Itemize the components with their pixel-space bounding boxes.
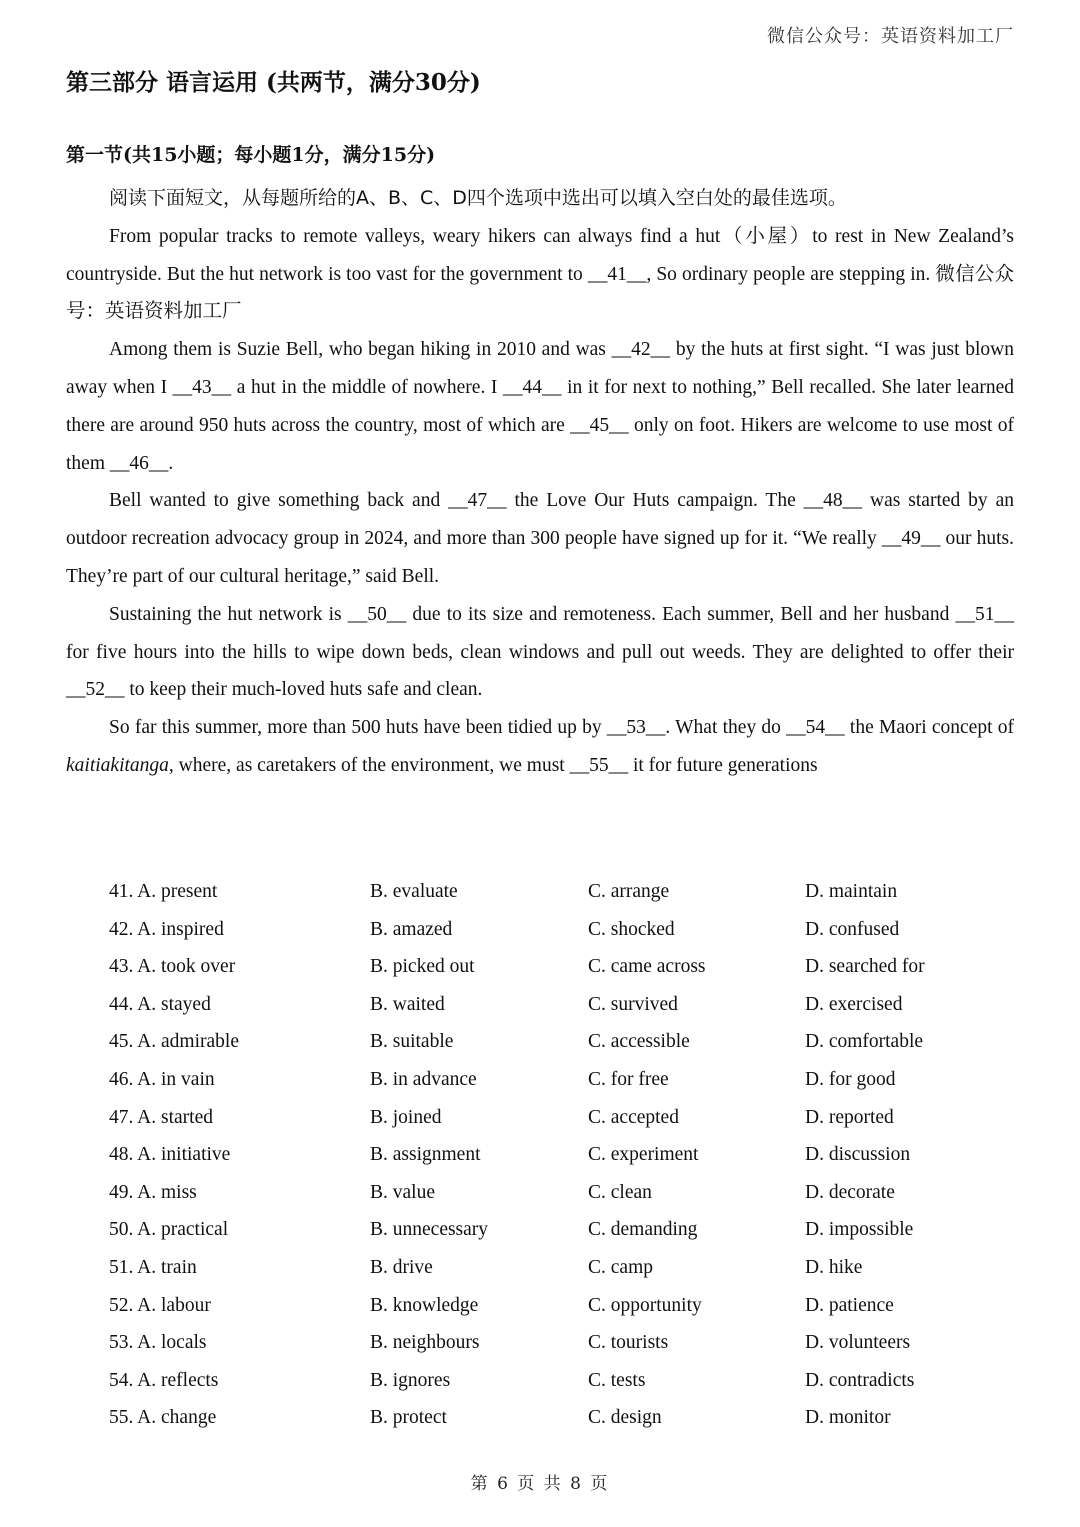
option-c: C. tests: [588, 1369, 646, 1391]
option-b: B. evaluate: [370, 881, 458, 902]
option-c: C. came across: [588, 956, 706, 978]
option-d: D. decorate: [805, 1181, 895, 1203]
option-a: 45. A. admirable: [109, 1031, 239, 1053]
option-a: 46. A. in vain: [109, 1068, 215, 1090]
question-row: [109, 1399, 1009, 1437]
instruction: 阅读下面短文，从每题所给的A、B、C、D四个选项中选出可以填入空白处的最佳选项。: [109, 187, 847, 209]
option-c: C. clean: [588, 1181, 652, 1203]
option-c: C. demanding: [588, 1219, 698, 1241]
option-d: D. reported: [805, 1106, 894, 1128]
section-title: 第一节(共15小题；每小题1分，满分15分): [66, 144, 436, 166]
option-d: D. exercised: [805, 993, 903, 1015]
question-row: [109, 1061, 1009, 1099]
option-d: D. discussion: [805, 1144, 911, 1166]
question-row: [109, 1136, 1009, 1174]
passage-paragraph: Among them is Suzie Bell, who began hiking in 2010 and was __42__ by the huts at first sight. “I was just blown away when I __43__ a hut in the middle of nowhere. I __44__ in it for next to nothing,” Bell recalled. She later learned there are around 950 huts across the country, most of which are __45__ only on foot. Hikers are welcome to use most of them __46__.: [66, 339, 1014, 474]
option-b: B. picked out: [370, 956, 475, 978]
question-row: [109, 986, 1009, 1024]
option-c: C. for free: [588, 1068, 669, 1090]
italic-term: kaitiakitanga: [66, 754, 169, 776]
page-number: 第 6 页 共 8 页: [470, 1474, 610, 1494]
option-c: C. tourists: [588, 1332, 669, 1354]
option-c: C. shocked: [588, 918, 675, 940]
question-row: [109, 1249, 1009, 1287]
option-b: B. amazed: [370, 918, 453, 940]
part-title: 第三部分 语言运用 (共两节，满分30分): [66, 69, 481, 96]
option-d: D. hike: [805, 1256, 863, 1278]
option-c: C. opportunity: [588, 1294, 702, 1316]
question-row: [109, 1023, 1009, 1061]
option-b: B. protect: [370, 1407, 447, 1429]
option-d: D. patience: [805, 1294, 894, 1316]
passage-paragraph: [66, 709, 1014, 785]
passage: [66, 180, 1014, 785]
question-row: [109, 1287, 1009, 1325]
option-c: C. arrange: [588, 881, 670, 902]
option-a: 53. A. locals: [109, 1332, 207, 1354]
option-b: B. joined: [370, 1106, 442, 1128]
option-a: 51. A. train: [109, 1256, 197, 1278]
question-row: [109, 911, 1009, 949]
question-row: [109, 873, 1009, 911]
option-b: B. assignment: [370, 1144, 481, 1166]
option-b: B. waited: [370, 993, 445, 1015]
option-a: 54. A. reflects: [109, 1369, 219, 1391]
option-a: 50. A. practical: [109, 1219, 229, 1241]
option-b: B. ignores: [370, 1369, 451, 1391]
option-a: 41. A. present: [109, 881, 218, 902]
passage-paragraph: Sustaining the hut network is __50__ due to its size and remoteness. Each summer, Bell and her husband __51__ for five hours into the hills to wipe down beds, clean windows and pull out weeds. They are delighted to offer their __52__ to keep their much-loved huts safe and clean.: [66, 603, 1014, 701]
option-a: 48. A. initiative: [109, 1144, 231, 1166]
option-d: D. impossible: [805, 1219, 914, 1241]
option-a: 42. A. inspired: [109, 918, 224, 940]
option-d: D. monitor: [805, 1407, 891, 1429]
passage-text: So far this summer, more than 500 huts have been tidied up by __53__. What they do __54__ the Maori concept of: [109, 717, 1014, 739]
question-row: [109, 1211, 1009, 1249]
option-d: D. maintain: [805, 881, 898, 902]
question-row: [109, 1099, 1009, 1137]
passage-text: , where, as caretakers of the environment, we must __55__ it for future generations: [168, 754, 818, 776]
option-b: B. neighbours: [370, 1332, 480, 1354]
option-a: 55. A. change: [109, 1407, 217, 1429]
option-a: 44. A. stayed: [109, 993, 211, 1015]
question-row: [109, 1362, 1009, 1400]
question-row: [109, 1174, 1009, 1212]
option-c: C. camp: [588, 1256, 653, 1278]
option-d: D. for good: [805, 1068, 896, 1090]
option-d: D. volunteers: [805, 1332, 911, 1354]
option-a: 43. A. took over: [109, 956, 236, 978]
option-d: D. contradicts: [805, 1369, 915, 1391]
option-b: B. unnecessary: [370, 1219, 489, 1241]
option-d: D. searched for: [805, 956, 925, 978]
option-a: 47. A. started: [109, 1106, 213, 1128]
option-a: 52. A. labour: [109, 1294, 211, 1316]
options-list: [109, 873, 1009, 1437]
option-c: C. design: [588, 1407, 662, 1429]
option-c: C. accessible: [588, 1031, 690, 1053]
option-c: C. accepted: [588, 1106, 679, 1128]
question-row: [109, 1324, 1009, 1362]
option-a: 49. A. miss: [109, 1181, 197, 1203]
option-b: B. drive: [370, 1256, 433, 1278]
option-b: B. suitable: [370, 1031, 454, 1053]
passage-paragraph: From popular tracks to remote valleys, weary hikers can always find a hut（小屋）to rest in New Zealand’s countryside. But the hut network is too vast for the government to __41__, So ordinary people are stepping in. 微信公众号：英语资料加工厂: [66, 225, 1014, 323]
option-b: B. value: [370, 1181, 435, 1203]
option-b: B. in advance: [370, 1068, 477, 1090]
option-b: B. knowledge: [370, 1294, 479, 1316]
watermark: 微信公众号：英语资料加工厂: [767, 26, 1014, 47]
question-row: [109, 948, 1009, 986]
option-c: C. survived: [588, 993, 678, 1015]
option-c: C. experiment: [588, 1144, 699, 1166]
passage-paragraph: Bell wanted to give something back and __47__ the Love Our Huts campaign. The __48__ was started by an outdoor recreation advocacy group in 2024, and more than 300 people have signed up for it. “We really __49__ our huts. They’re part of our cultural heritage,” said Bell.: [66, 490, 1014, 587]
option-d: D. comfortable: [805, 1031, 924, 1053]
option-d: D. confused: [805, 918, 900, 940]
